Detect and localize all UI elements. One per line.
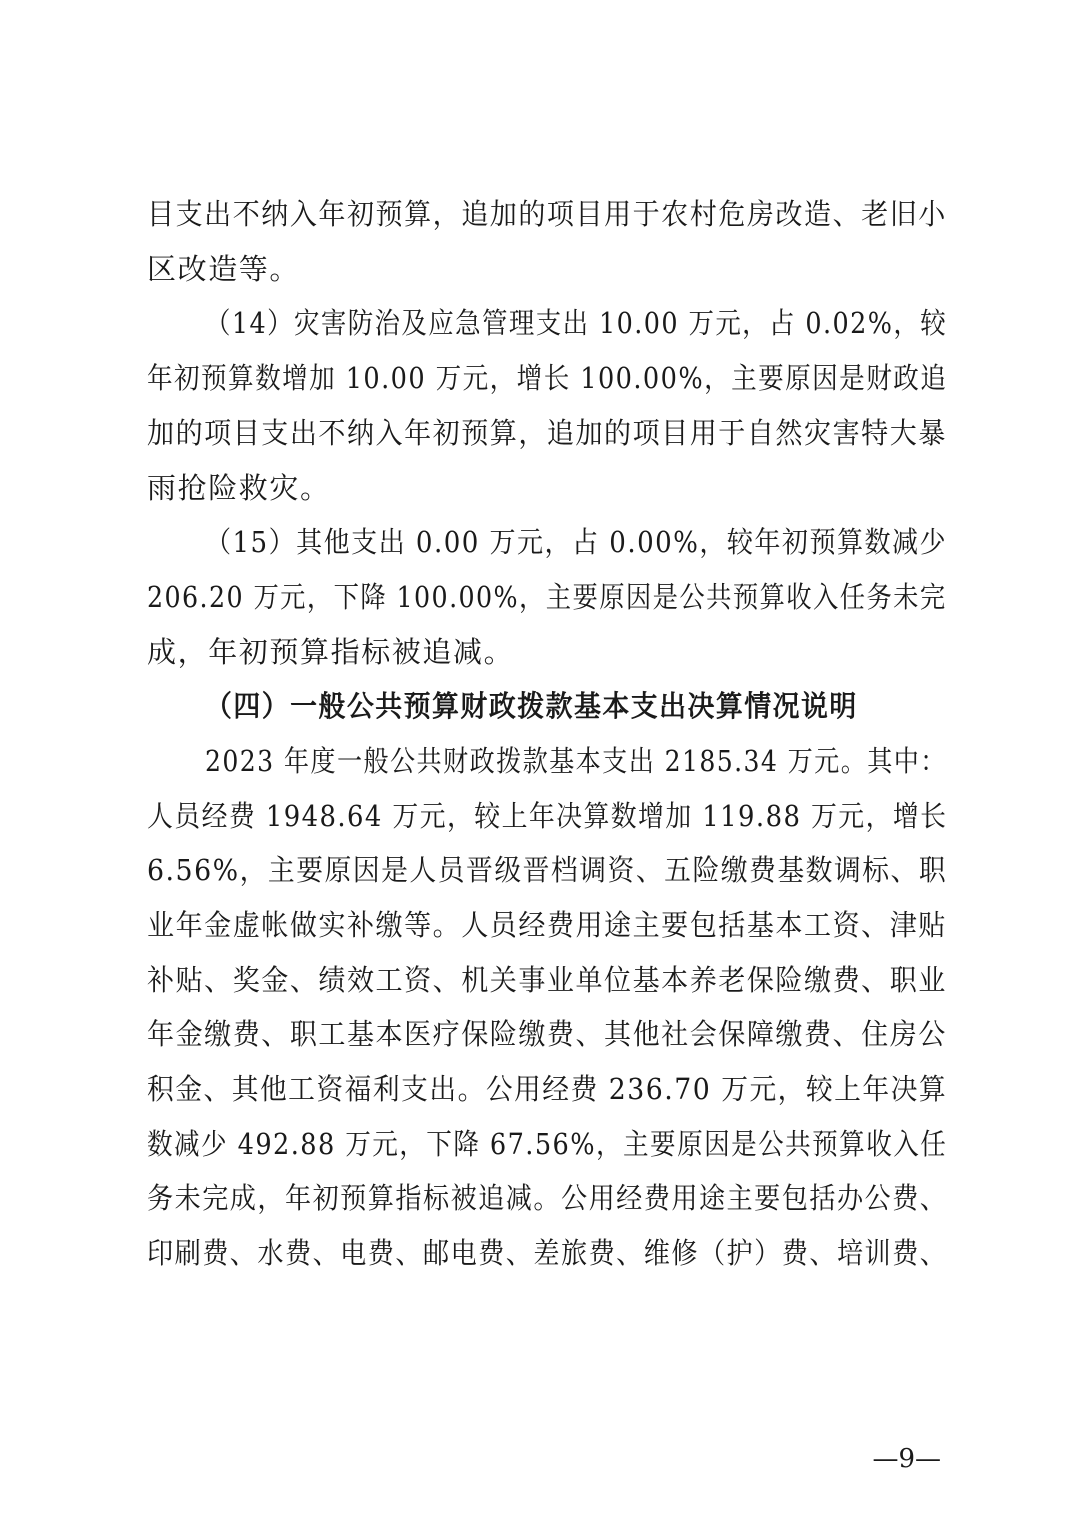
paragraph-line: 年初预算数增加 10.00 万元，增长 100.00%，主要原因是财政追 — [147, 361, 948, 395]
paragraph-line: 年金缴费、职工基本医疗保险缴费、其他社会保障缴费、住房公 — [147, 1017, 947, 1051]
paragraph-line: 业年金虚帐做实补缴等。人员经费用途主要包括基本工资、津贴 — [147, 908, 947, 942]
paragraph-line: 雨抢险救灾。 — [147, 471, 331, 505]
paragraph-line: 2023 年度一般公共财政拨款基本支出 2185.34 万元。其中： — [205, 744, 947, 778]
paragraph-line: 人员经费 1948.64 万元，较上年决算数增加 119.88 万元，增长 — [147, 799, 948, 833]
page-number: —9— — [872, 1444, 941, 1474]
paragraph-line: 加的项目支出不纳入年初预算，追加的项目用于自然灾害特大暴 — [147, 416, 947, 450]
paragraph-line: （15）其他支出 0.00 万元，占 0.00%，较年初预算数减少 — [205, 525, 948, 559]
paragraph-line: 积金、其他工资福利支出。公用经费 236.70 万元，较上年决算 — [147, 1072, 948, 1106]
paragraph-line: 印刷费、水费、电费、邮电费、差旅费、维修（护）费、培训费、 — [147, 1236, 948, 1270]
paragraph-line: 206.20 万元，下降 100.00%，主要原因是公共预算收入任务未完 — [147, 580, 947, 614]
section-heading: （四）一般公共预算财政拨款基本支出决算情况说明 — [205, 689, 858, 723]
paragraph-line: 补贴、奖金、绩效工资、机关事业单位基本养老保险缴费、职业 — [147, 963, 947, 997]
paragraph-line: 数减少 492.88 万元，下降 67.56%，主要原因是公共预算收入任 — [147, 1127, 948, 1161]
paragraph-line: 6.56%，主要原因是人员晋级晋档调资、五险缴费基数调标、职 — [147, 853, 948, 887]
paragraph-line: 务未完成，年初预算指标被追减。公用经费用途主要包括办公费、 — [147, 1181, 948, 1215]
paragraph-line: 成，年初预算指标被追减。 — [147, 635, 515, 669]
paragraph-line: 区改造等。 — [147, 252, 301, 286]
paragraph-line: （14）灾害防治及应急管理支出 10.00 万元，占 0.02%，较 — [205, 306, 948, 340]
paragraph-line: 目支出不纳入年初预算，追加的项目用于农村危房改造、老旧小 — [147, 197, 947, 231]
